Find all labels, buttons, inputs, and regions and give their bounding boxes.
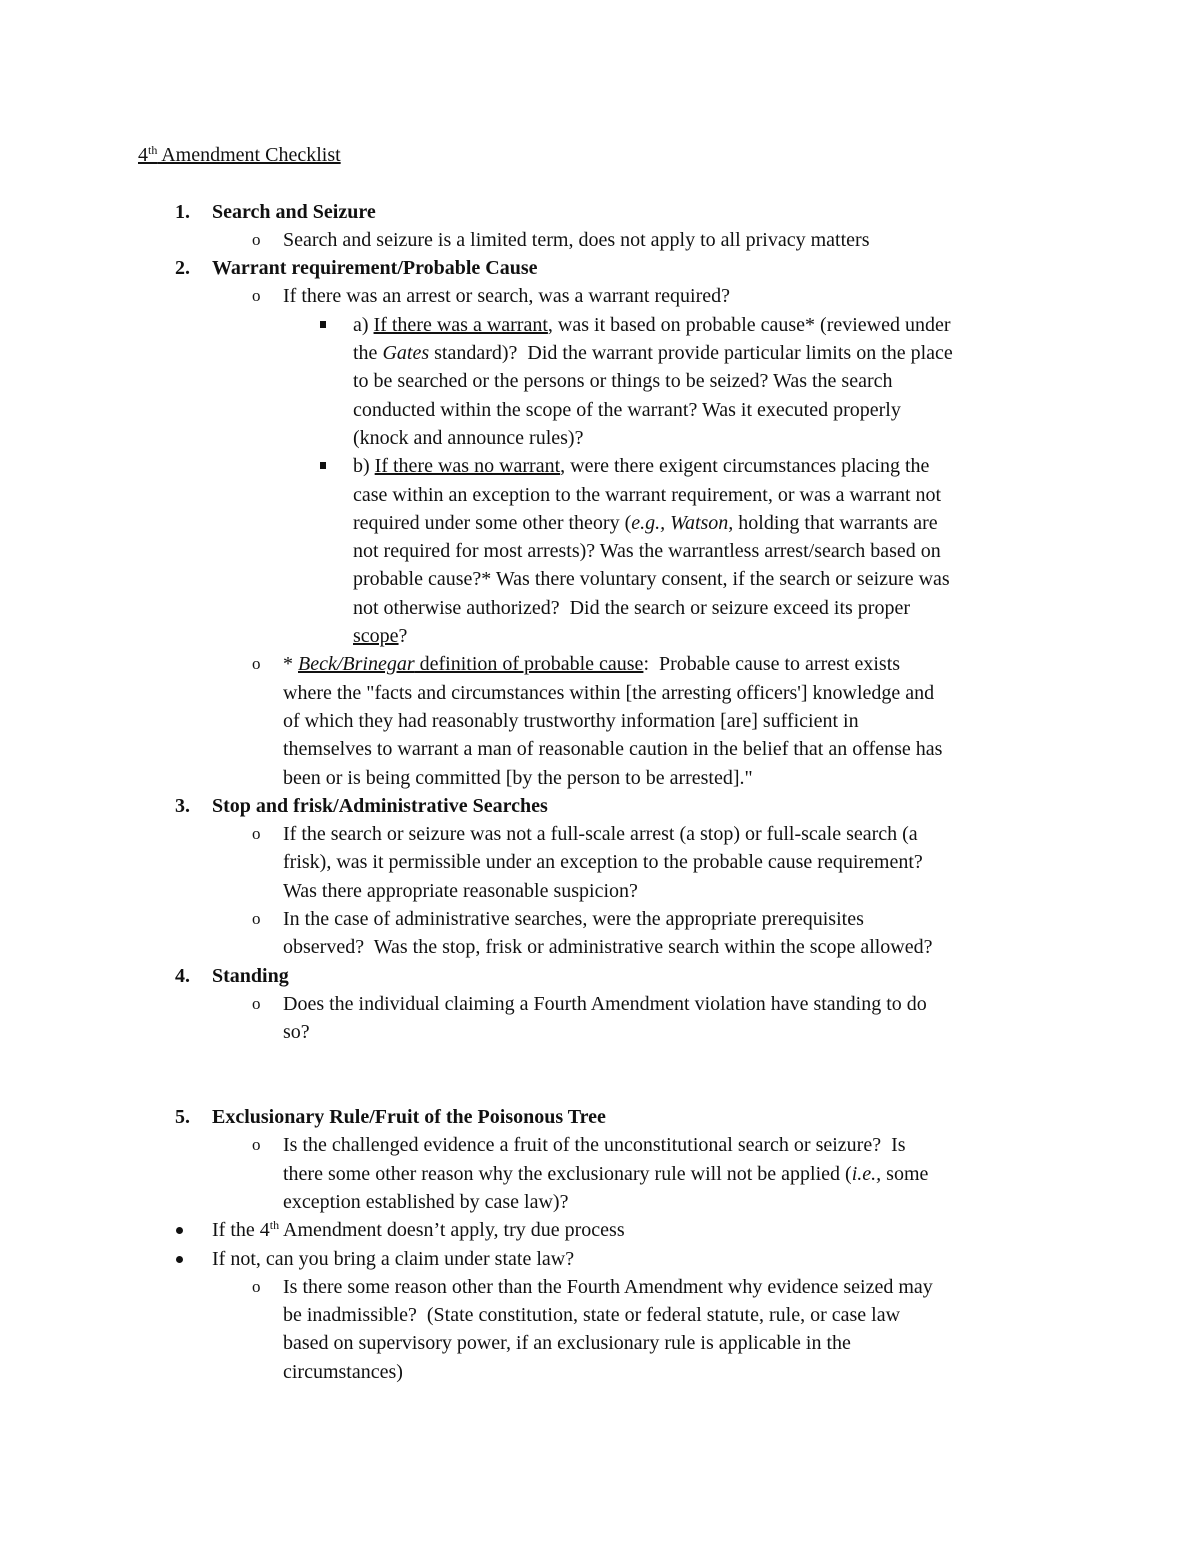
text-line: themselves to warrant a man of reasonable caution in the belief that an offense has xyxy=(283,738,943,761)
section-heading xyxy=(0,792,1200,820)
text: holding that warrants are xyxy=(733,511,938,534)
superscript: th xyxy=(269,1218,280,1233)
item-text: Search and seizure is a limited term, does not apply to all privacy matters xyxy=(283,228,870,251)
title-text: Amendment Checklist xyxy=(157,144,341,166)
case-name: Gates xyxy=(382,342,430,365)
list-item xyxy=(0,282,1200,310)
text-line xyxy=(0,339,1200,367)
text-line: observed? Was the stop, frisk or administrative search within the scope allowed? xyxy=(283,936,933,959)
section-number: 3. xyxy=(175,794,190,817)
text-line: exception established by case law)? xyxy=(283,1190,569,1213)
list-item xyxy=(0,905,1200,933)
text: * xyxy=(283,653,298,676)
text: a) xyxy=(353,313,374,336)
text-line xyxy=(0,509,1200,537)
title-text: 4 xyxy=(138,144,148,166)
text-line: so? xyxy=(283,1021,310,1044)
circle-bullet-icon: o xyxy=(252,1135,261,1155)
bullet-dot-icon xyxy=(176,1227,183,1234)
text-line: conducted within the scope of the warrant? Was it executed properly xyxy=(353,398,901,421)
circle-bullet-icon: o xyxy=(252,654,261,674)
circle-bullet-icon: o xyxy=(252,993,261,1013)
section-title: Exclusionary Rule/Fruit of the Poisonous Tree xyxy=(212,1106,606,1129)
list-item xyxy=(0,820,1200,848)
underlined-text: definition of probable cause xyxy=(414,653,644,676)
text-line: probable cause?* Was there voluntary consent, if the search or seizure was xyxy=(353,568,950,591)
list-item xyxy=(0,1131,1200,1159)
square-bullet-icon xyxy=(320,321,326,328)
item-text: Is there some reason other than the Fourth Amendment why evidence seized may xyxy=(283,1275,933,1298)
item-text: Is the challenged evidence a fruit of the unconstitutional search or seizure? Is xyxy=(283,1134,906,1157)
text: , was it based on probable cause* (reviewed under xyxy=(547,313,951,336)
section-heading xyxy=(0,1103,1200,1131)
text: : Probable cause to arrest exists xyxy=(643,653,901,676)
section-title: Warrant requirement/Probable Cause xyxy=(212,257,538,280)
bullet-item xyxy=(0,1216,1200,1244)
section-title: Search and Seizure xyxy=(212,200,376,223)
section-heading xyxy=(0,962,1200,990)
circle-bullet-icon: o xyxy=(252,1276,261,1296)
text-line: to be searched or the persons or things to be seized? Was the search xyxy=(353,370,893,393)
text-line: frisk), was it permissible under an exception to the probable cause requirement? xyxy=(283,851,923,874)
bullet-item xyxy=(0,1245,1200,1273)
circle-bullet-icon: o xyxy=(252,286,261,306)
underlined-text: If there was no warrant xyxy=(374,455,561,478)
text-line xyxy=(0,1160,1200,1188)
text-line: of which they had reasonably trustworthy information [are] sufficient in xyxy=(283,709,859,732)
section-heading xyxy=(0,254,1200,282)
text: some xyxy=(881,1162,929,1185)
text-line xyxy=(0,622,1200,650)
blank-line xyxy=(0,1075,1200,1103)
bullet-dot-icon xyxy=(176,1256,183,1263)
text-line: case within an exception to the warrant requirement, or was a warrant not xyxy=(353,483,942,506)
text: required under some other theory ( xyxy=(353,511,632,534)
section-title: Stop and frisk/Administrative Searches xyxy=(212,794,548,817)
list-item xyxy=(0,990,1200,1018)
document-title xyxy=(0,141,1200,169)
text: the xyxy=(353,342,383,365)
text: ? xyxy=(398,625,408,648)
section-number: 5. xyxy=(175,1106,190,1129)
item-text: If the search or seizure was not a full-scale arrest (a stop) or full-scale search (a xyxy=(283,823,918,846)
text-line: not otherwise authorized? Did the search or seizure exceed its proper xyxy=(353,596,910,619)
text-line: be inadmissible? (State constitution, state or federal statute, rule, or case law xyxy=(283,1304,901,1327)
blank-line xyxy=(0,1047,1200,1075)
text: , were there exigent circumstances placing the xyxy=(560,455,930,478)
section-number: 2. xyxy=(175,257,190,280)
blank-line xyxy=(0,169,1200,197)
text-line: where the "facts and circumstances within [the arresting officers'] knowledge and xyxy=(283,681,935,704)
sub-item-a xyxy=(0,311,1200,339)
text: Amendment doesn’t apply, try due process xyxy=(279,1219,625,1242)
list-item xyxy=(0,226,1200,254)
text-line: based on supervisory power, if an exclusionary rule is applicable in the xyxy=(283,1332,851,1355)
item-text: In the case of administrative searches, were the appropriate prerequisites xyxy=(283,908,864,931)
underlined-text: If there was a warrant xyxy=(373,313,548,336)
text-line: been or is being committed [by the person to be arrested]." xyxy=(283,766,753,789)
circle-bullet-icon: o xyxy=(252,229,261,249)
item-text: Does the individual claiming a Fourth Amendment violation have standing to do xyxy=(283,992,927,1015)
text-line: (knock and announce rules)? xyxy=(353,426,584,449)
section-number: 1. xyxy=(175,200,190,223)
text: If the 4 xyxy=(212,1219,270,1242)
list-item xyxy=(0,1273,1200,1301)
text: b) xyxy=(353,455,375,478)
sub-item-b xyxy=(0,452,1200,480)
square-bullet-icon xyxy=(320,462,326,469)
text-line: not required for most arrests)? Was the warrantless arrest/search based on xyxy=(353,540,941,563)
text-line: Was there appropriate reasonable suspicion? xyxy=(283,879,638,902)
case-name: Watson, xyxy=(670,511,734,534)
text: standard)? Did the warrant provide particular limits on the place xyxy=(429,342,953,365)
text: If not, can you bring a claim under state law? xyxy=(212,1247,575,1270)
italic-text: e.g., xyxy=(631,511,666,534)
text-line: circumstances) xyxy=(283,1360,403,1383)
text: there some other reason why the exclusionary rule will not be applied ( xyxy=(283,1162,852,1185)
circle-bullet-icon: o xyxy=(252,824,261,844)
case-name: Beck/Brinegar xyxy=(298,653,415,676)
circle-bullet-icon: o xyxy=(252,909,261,929)
document xyxy=(0,141,1200,1386)
underlined-text: scope xyxy=(353,625,399,648)
section-title: Standing xyxy=(212,964,289,987)
title-sup: th xyxy=(148,143,158,157)
section-number: 4. xyxy=(175,964,190,987)
list-item-note xyxy=(0,650,1200,678)
italic-text: i.e., xyxy=(851,1162,882,1185)
item-text: If there was an arrest or search, was a warrant required? xyxy=(283,285,730,308)
section-heading xyxy=(0,198,1200,226)
